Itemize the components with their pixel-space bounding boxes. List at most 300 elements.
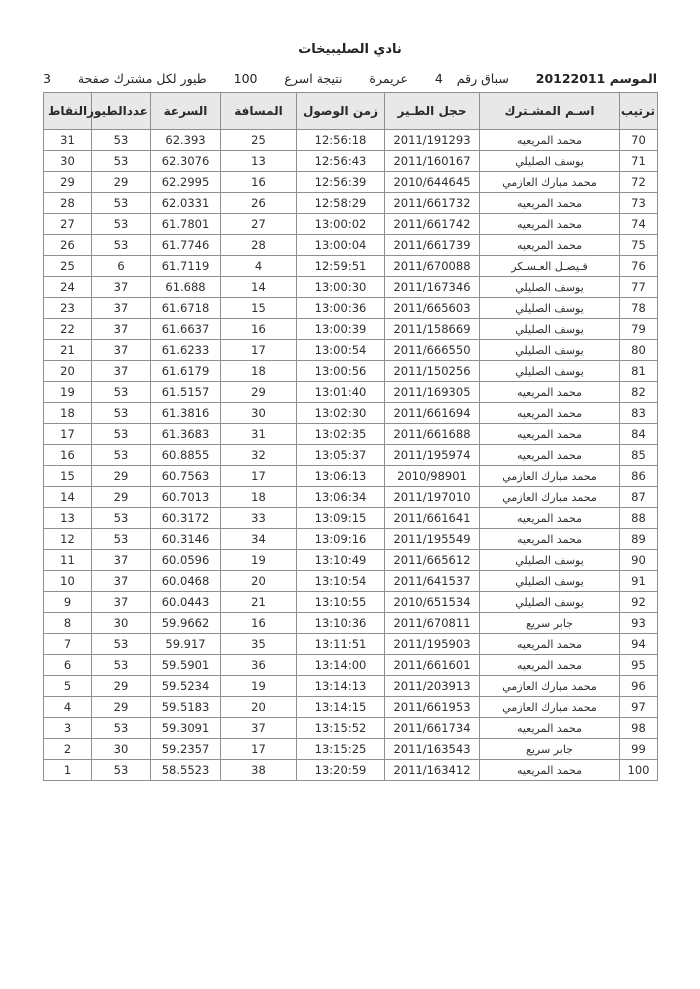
cell-birds: 53 — [92, 634, 151, 655]
header-points: النقاط — [44, 93, 92, 130]
race-location: عريمرة — [369, 71, 408, 86]
cell-arrival: 13:09:15 — [297, 508, 385, 529]
cell-rank: 76 — [620, 256, 658, 277]
table-row — [44, 214, 658, 235]
cell-speed: 60.0443 — [151, 592, 221, 613]
cell-rank: 88 — [620, 508, 658, 529]
cell-arrival: 13:02:35 — [297, 424, 385, 445]
cell-points: 27 — [44, 214, 92, 235]
header-row — [44, 93, 658, 130]
cell-distance: 36 — [221, 655, 297, 676]
cell-distance: 29 — [221, 382, 297, 403]
cell-ring: 2011/670811 — [385, 613, 480, 634]
cell-arrival: 13:10:55 — [297, 592, 385, 613]
cell-ring: 2011/160167 — [385, 151, 480, 172]
table-row — [44, 697, 658, 718]
cell-birds: 53 — [92, 193, 151, 214]
result-label: نتيجة اسرع — [284, 71, 343, 86]
cell-birds: 37 — [92, 277, 151, 298]
cell-name: يوسف الصليلي — [480, 298, 620, 319]
cell-speed: 59.3091 — [151, 718, 221, 739]
cell-speed: 61.6637 — [151, 319, 221, 340]
cell-birds: 53 — [92, 235, 151, 256]
cell-distance: 27 — [221, 214, 297, 235]
cell-birds: 37 — [92, 319, 151, 340]
cell-ring: 2011/661688 — [385, 424, 480, 445]
cell-name: محمد المريعيه — [480, 718, 620, 739]
cell-speed: 61.7801 — [151, 214, 221, 235]
cell-ring: 2011/666550 — [385, 340, 480, 361]
cell-birds: 37 — [92, 298, 151, 319]
cell-birds: 30 — [92, 739, 151, 760]
cell-name: فـيصـل العـسـكر — [480, 256, 620, 277]
cell-name: محمد المريعيه — [480, 529, 620, 550]
cell-distance: 35 — [221, 634, 297, 655]
cell-arrival: 13:00:56 — [297, 361, 385, 382]
cell-name: محمد المريعيه — [480, 445, 620, 466]
cell-speed: 60.0468 — [151, 571, 221, 592]
cell-points: 18 — [44, 403, 92, 424]
cell-arrival: 13:01:40 — [297, 382, 385, 403]
table-row — [44, 130, 658, 151]
cell-rank: 79 — [620, 319, 658, 340]
cell-speed: 60.0596 — [151, 550, 221, 571]
table-row — [44, 256, 658, 277]
cell-points: 6 — [44, 655, 92, 676]
table-row — [44, 319, 658, 340]
season-label: الموسم 20122011 — [535, 71, 657, 86]
cell-rank: 94 — [620, 634, 658, 655]
cell-distance: 13 — [221, 151, 297, 172]
cell-rank: 70 — [620, 130, 658, 151]
cell-arrival: 12:56:18 — [297, 130, 385, 151]
cell-name: يوسف الصليلي — [480, 340, 620, 361]
cell-birds: 53 — [92, 151, 151, 172]
cell-rank: 77 — [620, 277, 658, 298]
cell-name: محمد مبارك العازمي — [480, 697, 620, 718]
table-row — [44, 529, 658, 550]
cell-arrival: 13:06:34 — [297, 487, 385, 508]
cell-ring: 2011/195974 — [385, 445, 480, 466]
cell-name: يوسف الصليلي — [480, 151, 620, 172]
cell-distance: 20 — [221, 697, 297, 718]
cell-rank: 73 — [620, 193, 658, 214]
cell-distance: 15 — [221, 298, 297, 319]
cell-speed: 59.2357 — [151, 739, 221, 760]
cell-speed: 61.3683 — [151, 424, 221, 445]
cell-name: محمد المريعيه — [480, 193, 620, 214]
cell-points: 26 — [44, 235, 92, 256]
cell-rank: 84 — [620, 424, 658, 445]
cell-points: 2 — [44, 739, 92, 760]
cell-speed: 60.8855 — [151, 445, 221, 466]
cell-speed: 62.393 — [151, 130, 221, 151]
cell-birds: 53 — [92, 655, 151, 676]
cell-speed: 61.688 — [151, 277, 221, 298]
cell-birds: 29 — [92, 697, 151, 718]
cell-speed: 59.5183 — [151, 697, 221, 718]
cell-ring: 2011/169305 — [385, 382, 480, 403]
table-row — [44, 739, 658, 760]
cell-name: يوسف الصليلي — [480, 550, 620, 571]
cell-distance: 16 — [221, 319, 297, 340]
cell-arrival: 12:59:51 — [297, 256, 385, 277]
cell-distance: 30 — [221, 403, 297, 424]
cell-points: 4 — [44, 697, 92, 718]
table-row — [44, 193, 658, 214]
cell-birds: 53 — [92, 445, 151, 466]
race-number-group — [435, 71, 509, 86]
cell-rank: 95 — [620, 655, 658, 676]
result-count: 100 — [233, 71, 258, 86]
table-row — [44, 550, 658, 571]
cell-points: 17 — [44, 424, 92, 445]
cell-points: 10 — [44, 571, 92, 592]
table-row — [44, 676, 658, 697]
cell-points: 5 — [44, 676, 92, 697]
cell-birds: 53 — [92, 718, 151, 739]
cell-distance: 18 — [221, 361, 297, 382]
cell-birds: 53 — [92, 760, 151, 781]
cell-distance: 25 — [221, 130, 297, 151]
cell-birds: 37 — [92, 361, 151, 382]
cell-ring: 2010/651534 — [385, 592, 480, 613]
table-row — [44, 361, 658, 382]
cell-rank: 74 — [620, 214, 658, 235]
cell-distance: 18 — [221, 487, 297, 508]
cell-points: 25 — [44, 256, 92, 277]
header-birds: عددالطيور — [92, 93, 151, 130]
cell-ring: 2010/644645 — [385, 172, 480, 193]
cell-distance: 17 — [221, 340, 297, 361]
table-row — [44, 592, 658, 613]
cell-rank: 83 — [620, 403, 658, 424]
cell-arrival: 13:05:37 — [297, 445, 385, 466]
cell-points: 23 — [44, 298, 92, 319]
cell-ring: 2011/641537 — [385, 571, 480, 592]
cell-birds: 37 — [92, 550, 151, 571]
cell-name: محمد المريعيه — [480, 508, 620, 529]
cell-ring: 2011/661742 — [385, 214, 480, 235]
cell-ring: 2011/197010 — [385, 487, 480, 508]
cell-distance: 16 — [221, 172, 297, 193]
cell-ring: 2011/163412 — [385, 760, 480, 781]
cell-arrival: 13:15:52 — [297, 718, 385, 739]
cell-speed: 62.0331 — [151, 193, 221, 214]
table-row — [44, 508, 658, 529]
cell-arrival: 13:00:54 — [297, 340, 385, 361]
cell-distance: 20 — [221, 571, 297, 592]
table-row — [44, 403, 658, 424]
cell-name: محمد المريعيه — [480, 403, 620, 424]
cell-speed: 60.3172 — [151, 508, 221, 529]
cell-ring: 2011/203913 — [385, 676, 480, 697]
cell-arrival: 13:00:39 — [297, 319, 385, 340]
cell-name: محمد المريعيه — [480, 130, 620, 151]
table-row — [44, 613, 658, 634]
cell-rank: 87 — [620, 487, 658, 508]
cell-rank: 99 — [620, 739, 658, 760]
cell-ring: 2011/661732 — [385, 193, 480, 214]
race-label: سباق رقم — [456, 71, 509, 86]
cell-arrival: 13:00:04 — [297, 235, 385, 256]
cell-ring: 2011/163543 — [385, 739, 480, 760]
results-table-header — [44, 93, 658, 130]
cell-ring: 2011/670088 — [385, 256, 480, 277]
cell-ring: 2011/661734 — [385, 718, 480, 739]
cell-name: محمد المريعيه — [480, 235, 620, 256]
cell-points: 19 — [44, 382, 92, 403]
cell-ring: 2011/191293 — [385, 130, 480, 151]
header-speed: السرعة — [151, 93, 221, 130]
cell-arrival: 13:15:25 — [297, 739, 385, 760]
cell-points: 16 — [44, 445, 92, 466]
cell-name: محمد مبارك العازمي — [480, 676, 620, 697]
cell-distance: 19 — [221, 550, 297, 571]
cell-points: 12 — [44, 529, 92, 550]
cell-birds: 37 — [92, 340, 151, 361]
cell-ring: 2011/661601 — [385, 655, 480, 676]
page-number: 3 — [43, 71, 51, 86]
table-row — [44, 445, 658, 466]
cell-distance: 31 — [221, 424, 297, 445]
cell-points: 30 — [44, 151, 92, 172]
table-row — [44, 634, 658, 655]
cell-ring: 2011/150256 — [385, 361, 480, 382]
cell-rank: 98 — [620, 718, 658, 739]
cell-speed: 59.917 — [151, 634, 221, 655]
cell-birds: 53 — [92, 403, 151, 424]
cell-arrival: 13:10:54 — [297, 571, 385, 592]
cell-birds: 29 — [92, 676, 151, 697]
table-row — [44, 487, 658, 508]
cell-speed: 62.2995 — [151, 172, 221, 193]
cell-ring: 2011/195903 — [385, 634, 480, 655]
cell-points: 31 — [44, 130, 92, 151]
cell-arrival: 13:02:30 — [297, 403, 385, 424]
cell-name: يوسف الصليلي — [480, 319, 620, 340]
cell-distance: 28 — [221, 235, 297, 256]
cell-distance: 16 — [221, 613, 297, 634]
table-row — [44, 151, 658, 172]
cell-ring: 2011/195549 — [385, 529, 480, 550]
cell-points: 9 — [44, 592, 92, 613]
cell-name: جابر سريع — [480, 613, 620, 634]
cell-rank: 91 — [620, 571, 658, 592]
table-row — [44, 340, 658, 361]
cell-points: 11 — [44, 550, 92, 571]
header-ring: حجل الطـير — [385, 93, 480, 130]
cell-arrival: 13:11:51 — [297, 634, 385, 655]
cell-points: 3 — [44, 718, 92, 739]
cell-arrival: 13:20:59 — [297, 760, 385, 781]
document-meta-line — [43, 71, 657, 86]
cell-name: محمد مبارك العازمي — [480, 172, 620, 193]
cell-points: 13 — [44, 508, 92, 529]
cell-distance: 21 — [221, 592, 297, 613]
cell-rank: 96 — [620, 676, 658, 697]
cell-birds: 29 — [92, 487, 151, 508]
result-suffix: طيور لكل مشترك صفحة — [77, 71, 207, 86]
cell-ring: 2011/661739 — [385, 235, 480, 256]
cell-ring: 2011/661953 — [385, 697, 480, 718]
cell-arrival: 13:14:13 — [297, 676, 385, 697]
cell-distance: 4 — [221, 256, 297, 277]
cell-points: 8 — [44, 613, 92, 634]
header-rank: ترتيب — [620, 93, 658, 130]
cell-name: محمد مبارك العازمي — [480, 487, 620, 508]
table-row — [44, 172, 658, 193]
cell-name: محمد المريعيه — [480, 424, 620, 445]
cell-birds: 53 — [92, 508, 151, 529]
table-row — [44, 718, 658, 739]
cell-ring: 2011/158669 — [385, 319, 480, 340]
cell-name: محمد المريعيه — [480, 655, 620, 676]
cell-arrival: 13:10:49 — [297, 550, 385, 571]
cell-name: محمد المريعيه — [480, 760, 620, 781]
cell-distance: 17 — [221, 466, 297, 487]
cell-birds: 53 — [92, 529, 151, 550]
header-distance: المسافة — [221, 93, 297, 130]
cell-name: محمد المريعيه — [480, 634, 620, 655]
cell-speed: 61.3816 — [151, 403, 221, 424]
cell-speed: 61.6233 — [151, 340, 221, 361]
cell-ring: 2011/661641 — [385, 508, 480, 529]
cell-rank: 90 — [620, 550, 658, 571]
table-row — [44, 235, 658, 256]
cell-speed: 59.9662 — [151, 613, 221, 634]
cell-rank: 93 — [620, 613, 658, 634]
cell-rank: 72 — [620, 172, 658, 193]
table-row — [44, 298, 658, 319]
results-table — [43, 92, 658, 781]
cell-points: 15 — [44, 466, 92, 487]
cell-birds: 29 — [92, 172, 151, 193]
cell-rank: 81 — [620, 361, 658, 382]
cell-arrival: 13:00:02 — [297, 214, 385, 235]
table-row — [44, 571, 658, 592]
cell-ring: 2011/665603 — [385, 298, 480, 319]
cell-speed: 61.6718 — [151, 298, 221, 319]
header-name: اسـم المشـترك — [480, 93, 620, 130]
cell-points: 29 — [44, 172, 92, 193]
cell-arrival: 13:06:13 — [297, 466, 385, 487]
cell-rank: 71 — [620, 151, 658, 172]
cell-points: 20 — [44, 361, 92, 382]
cell-arrival: 13:00:30 — [297, 277, 385, 298]
cell-name: محمد المريعيه — [480, 382, 620, 403]
race-number: 4 — [434, 71, 443, 86]
cell-birds: 37 — [92, 571, 151, 592]
cell-points: 24 — [44, 277, 92, 298]
cell-distance: 33 — [221, 508, 297, 529]
cell-points: 21 — [44, 340, 92, 361]
club-title: نادي الصليبيخات — [298, 42, 402, 57]
cell-speed: 59.5901 — [151, 655, 221, 676]
cell-distance: 19 — [221, 676, 297, 697]
cell-rank: 89 — [620, 529, 658, 550]
cell-distance: 34 — [221, 529, 297, 550]
header-arrival: زمن الوصول — [297, 93, 385, 130]
cell-name: محمد مبارك العازمي — [480, 466, 620, 487]
cell-points: 14 — [44, 487, 92, 508]
cell-name: يوسف الصليلي — [480, 571, 620, 592]
table-row — [44, 382, 658, 403]
cell-birds: 37 — [92, 592, 151, 613]
cell-arrival: 13:09:16 — [297, 529, 385, 550]
table-row — [44, 424, 658, 445]
cell-birds: 53 — [92, 424, 151, 445]
cell-ring: 2011/661694 — [385, 403, 480, 424]
cell-points: 28 — [44, 193, 92, 214]
cell-ring: 2010/98901 — [385, 466, 480, 487]
cell-speed: 58.5523 — [151, 760, 221, 781]
cell-distance: 17 — [221, 739, 297, 760]
cell-arrival: 13:10:36 — [297, 613, 385, 634]
table-row — [44, 277, 658, 298]
cell-distance: 26 — [221, 193, 297, 214]
cell-points: 7 — [44, 634, 92, 655]
cell-arrival: 13:14:15 — [297, 697, 385, 718]
cell-points: 22 — [44, 319, 92, 340]
cell-name: محمد المريعيه — [480, 214, 620, 235]
cell-rank: 86 — [620, 466, 658, 487]
cell-arrival: 12:56:43 — [297, 151, 385, 172]
cell-name: يوسف الصليلي — [480, 592, 620, 613]
cell-speed: 62.3076 — [151, 151, 221, 172]
cell-birds: 6 — [92, 256, 151, 277]
cell-rank: 75 — [620, 235, 658, 256]
cell-birds: 53 — [92, 130, 151, 151]
cell-name: جابر سريع — [480, 739, 620, 760]
cell-rank: 97 — [620, 697, 658, 718]
cell-birds: 53 — [92, 214, 151, 235]
cell-distance: 38 — [221, 760, 297, 781]
table-row — [44, 466, 658, 487]
cell-rank: 82 — [620, 382, 658, 403]
table-row — [44, 760, 658, 781]
cell-speed: 59.5234 — [151, 676, 221, 697]
cell-rank: 100 — [620, 760, 658, 781]
cell-speed: 61.7119 — [151, 256, 221, 277]
cell-birds: 30 — [92, 613, 151, 634]
results-table-body — [44, 130, 658, 781]
cell-rank: 78 — [620, 298, 658, 319]
cell-rank: 92 — [620, 592, 658, 613]
cell-distance: 14 — [221, 277, 297, 298]
cell-speed: 60.3146 — [151, 529, 221, 550]
cell-arrival: 13:14:00 — [297, 655, 385, 676]
cell-speed: 61.5157 — [151, 382, 221, 403]
cell-ring: 2011/167346 — [385, 277, 480, 298]
cell-rank: 85 — [620, 445, 658, 466]
cell-points: 1 — [44, 760, 92, 781]
cell-name: يوسف الصليلي — [480, 277, 620, 298]
cell-ring: 2011/665612 — [385, 550, 480, 571]
cell-birds: 53 — [92, 382, 151, 403]
cell-speed: 60.7013 — [151, 487, 221, 508]
table-row — [44, 655, 658, 676]
cell-speed: 61.6179 — [151, 361, 221, 382]
cell-arrival: 12:56:39 — [297, 172, 385, 193]
cell-name: يوسف الصليلي — [480, 361, 620, 382]
cell-rank: 80 — [620, 340, 658, 361]
cell-speed: 60.7563 — [151, 466, 221, 487]
cell-arrival: 13:00:36 — [297, 298, 385, 319]
cell-birds: 29 — [92, 466, 151, 487]
cell-distance: 32 — [221, 445, 297, 466]
cell-speed: 61.7746 — [151, 235, 221, 256]
